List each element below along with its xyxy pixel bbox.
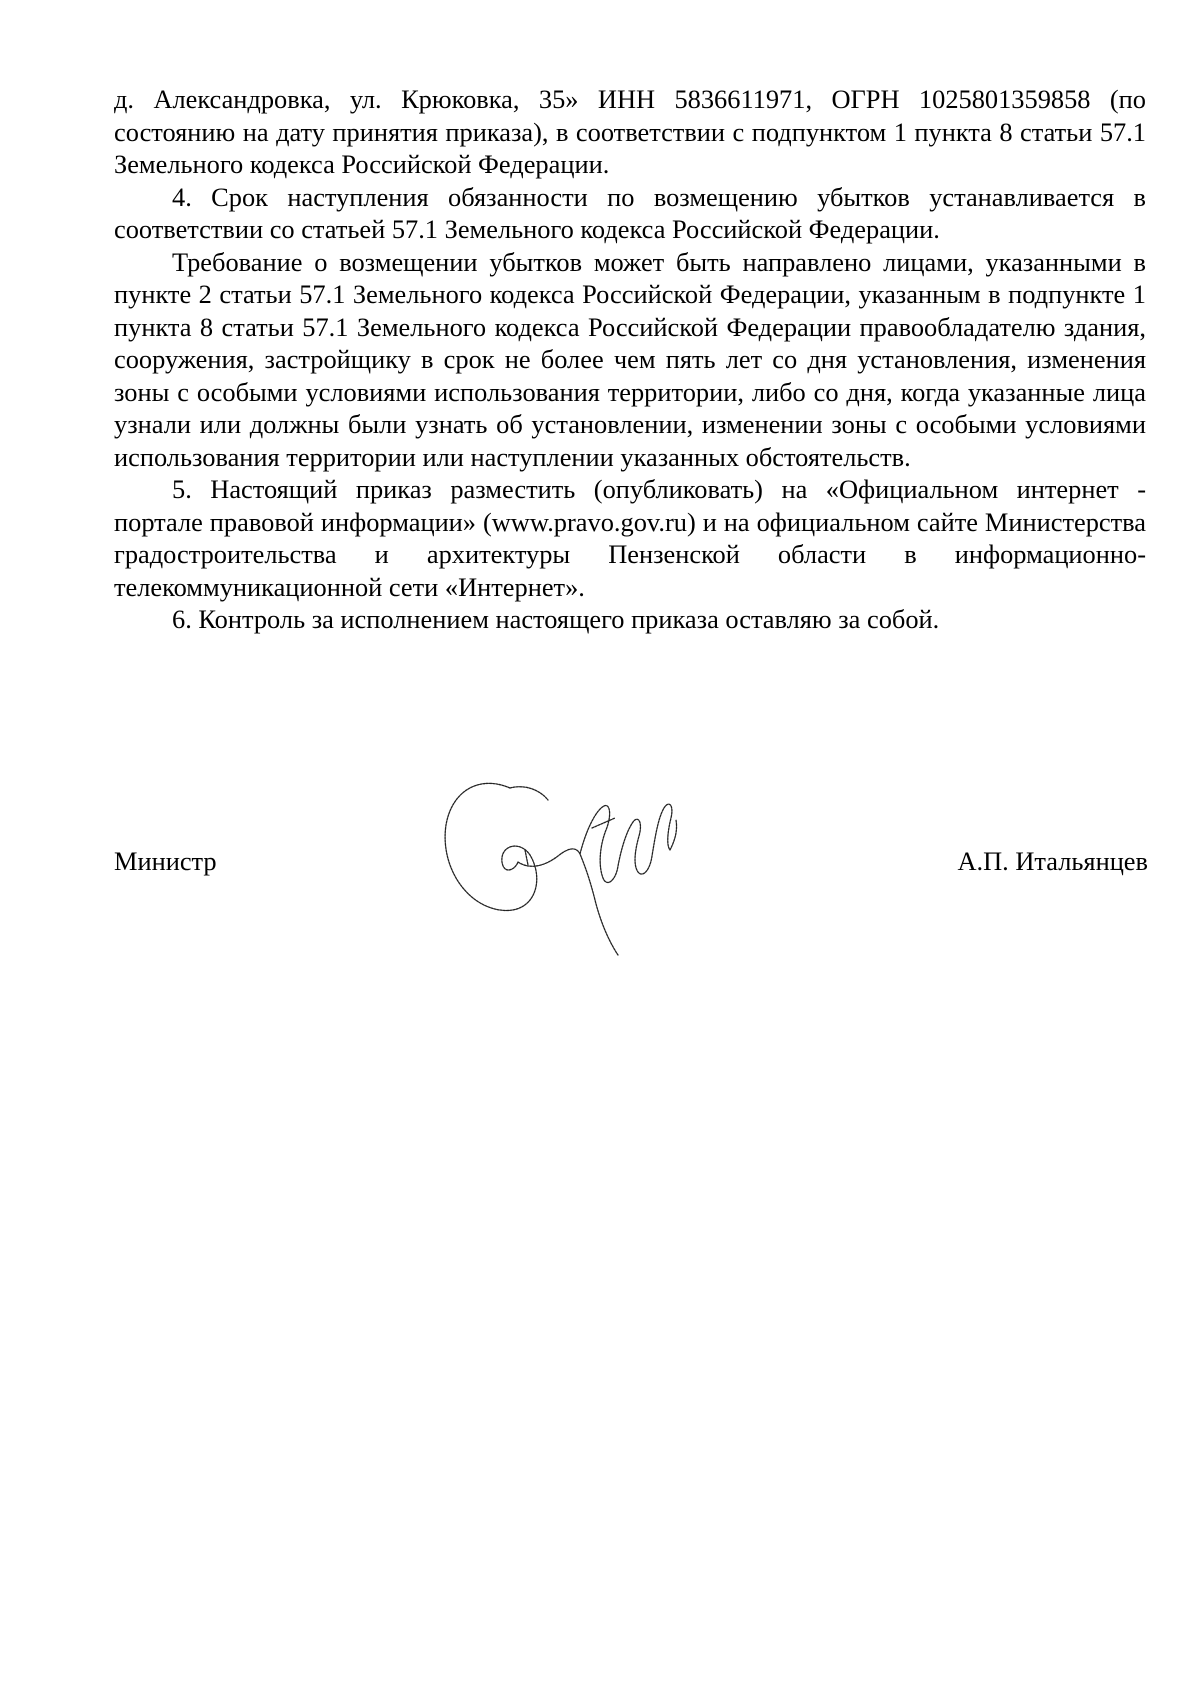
paragraph-compensation-requirement: Требование о возмещении убытков может быть направлено лицами, указанными в пункте 2 статьи 57.1 Земельного кодекса Российской Федерации, указанным в подпункте 1 пункта 8 статьи 57.1 Земельного кодекса Российской Федерации правообладателю здания, сооружения, застройщику в срок не более чем пять лет со дня установления, изменения зоны с особыми условиями использования территории, либо со дня, когда указанные лица узнали или должны были узнать об установлении, изменении зоны с особыми условиями использования территории или наступлении указанных обстоятельств. [114,246,1146,472]
position-title: Министр [114,846,217,876]
signer-name: А.П. Итальянцев [957,846,1148,876]
handwritten-signature [440,770,700,960]
paragraph-address-continuation: д. Александровка, ул. Крюковка, 35» ИНН 5836611971, ОГРН 1025801359858 (по состоянию на дату принятия приказа), в соответствии с подпунктом 1 пункта 8 статьи 57.1 Земельного кодекса Российской Федерации. [114,84,1146,179]
paragraph-item-6: 6. Контроль за исполнением настоящего приказа оставляю за собой. [172,604,940,634]
paragraph-item-5: 5. Настоящий приказ разместить (опубликовать) на «Официальном интернет - портале правовой информации» (www.pravo.gov.ru) и на официальном сайте Министерства градостроительства и архитектуры Пензенской области в информационно-телекоммуникационной сети «Интернет». [114,474,1146,602]
document-body [114,83,1146,636]
paragraph-item-4: 4. Срок наступления обязанности по возмещению убытков устанавливается в соответствии со статьей 57.1 Земельного кодекса Российской Федерации. [114,181,1146,244]
